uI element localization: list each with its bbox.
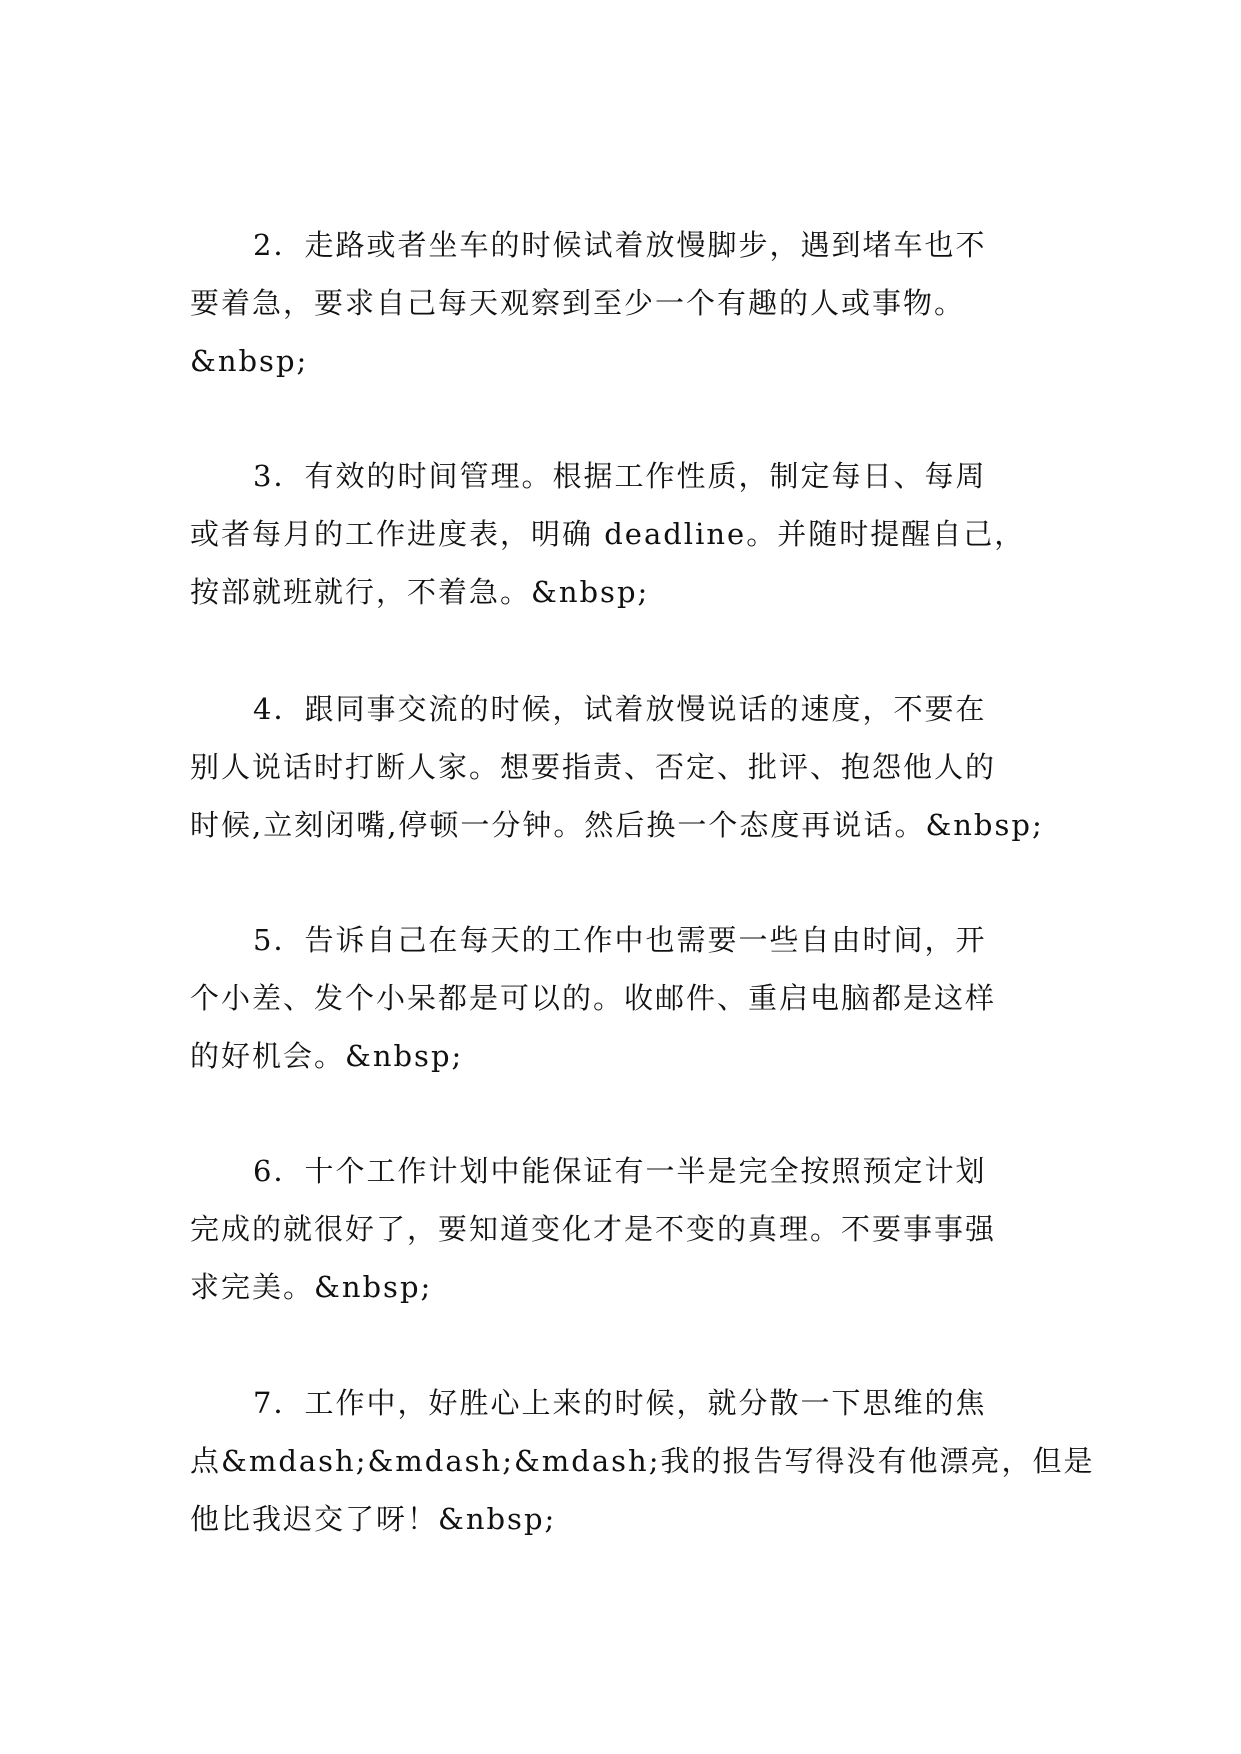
- paragraph-line: 时候,立刻闭嘴,停顿一分钟。然后换一个态度再说话。&nbsp;: [190, 808, 1044, 842]
- paragraph-item-2: [190, 216, 1060, 390]
- paragraph-item-3: [190, 447, 1060, 621]
- paragraph-line: 点&mdash;&mdash;&mdash;我的报告写得没有他漂亮，但是: [190, 1444, 1095, 1478]
- paragraph-line: 2．走路或者坐车的时候试着放慢脚步，遇到堵车也不: [253, 228, 987, 262]
- paragraph-item-4: [190, 680, 1060, 854]
- paragraph-line: 要着急，要求自己每天观察到至少一个有趣的人或事物。: [190, 286, 966, 320]
- paragraph-item-6: [190, 1142, 1060, 1316]
- paragraph-line: 或者每月的工作进度表，明确 deadline。并随时提醒自己，: [190, 517, 1026, 551]
- paragraph-line: 别人说话时打断人家。想要指责、否定、批评、抱怨他人的: [190, 750, 997, 784]
- paragraph-line: 3．有效的时间管理。根据工作性质，制定每日、每周: [253, 459, 987, 493]
- paragraph-line: 6．十个工作计划中能保证有一半是完全按照预定计划: [253, 1154, 987, 1188]
- paragraph-line: 个小差、发个小呆都是可以的。收邮件、重启电脑都是这样: [190, 981, 997, 1015]
- paragraph-line: 他比我迟交了呀！&nbsp;: [190, 1502, 557, 1536]
- paragraph-line: 5．告诉自己在每天的工作中也需要一些自由时间，开: [253, 923, 987, 957]
- paragraph-item-5: [190, 911, 1060, 1085]
- paragraph-line: 4．跟同事交流的时候，试着放慢说话的速度，不要在: [253, 692, 987, 726]
- paragraph-line: &nbsp;: [190, 344, 309, 378]
- paragraph-line: 按部就班就行，不着急。&nbsp;: [190, 575, 650, 609]
- paragraph-line: 7．工作中，好胜心上来的时候，就分散一下思维的焦: [253, 1386, 987, 1420]
- paragraph-item-7: [190, 1374, 1095, 1548]
- paragraph-line: 求完美。&nbsp;: [190, 1270, 433, 1304]
- paragraph-line: 的好机会。&nbsp;: [190, 1039, 464, 1073]
- paragraph-line: 完成的就很好了，要知道变化才是不变的真理。不要事事强: [190, 1212, 997, 1246]
